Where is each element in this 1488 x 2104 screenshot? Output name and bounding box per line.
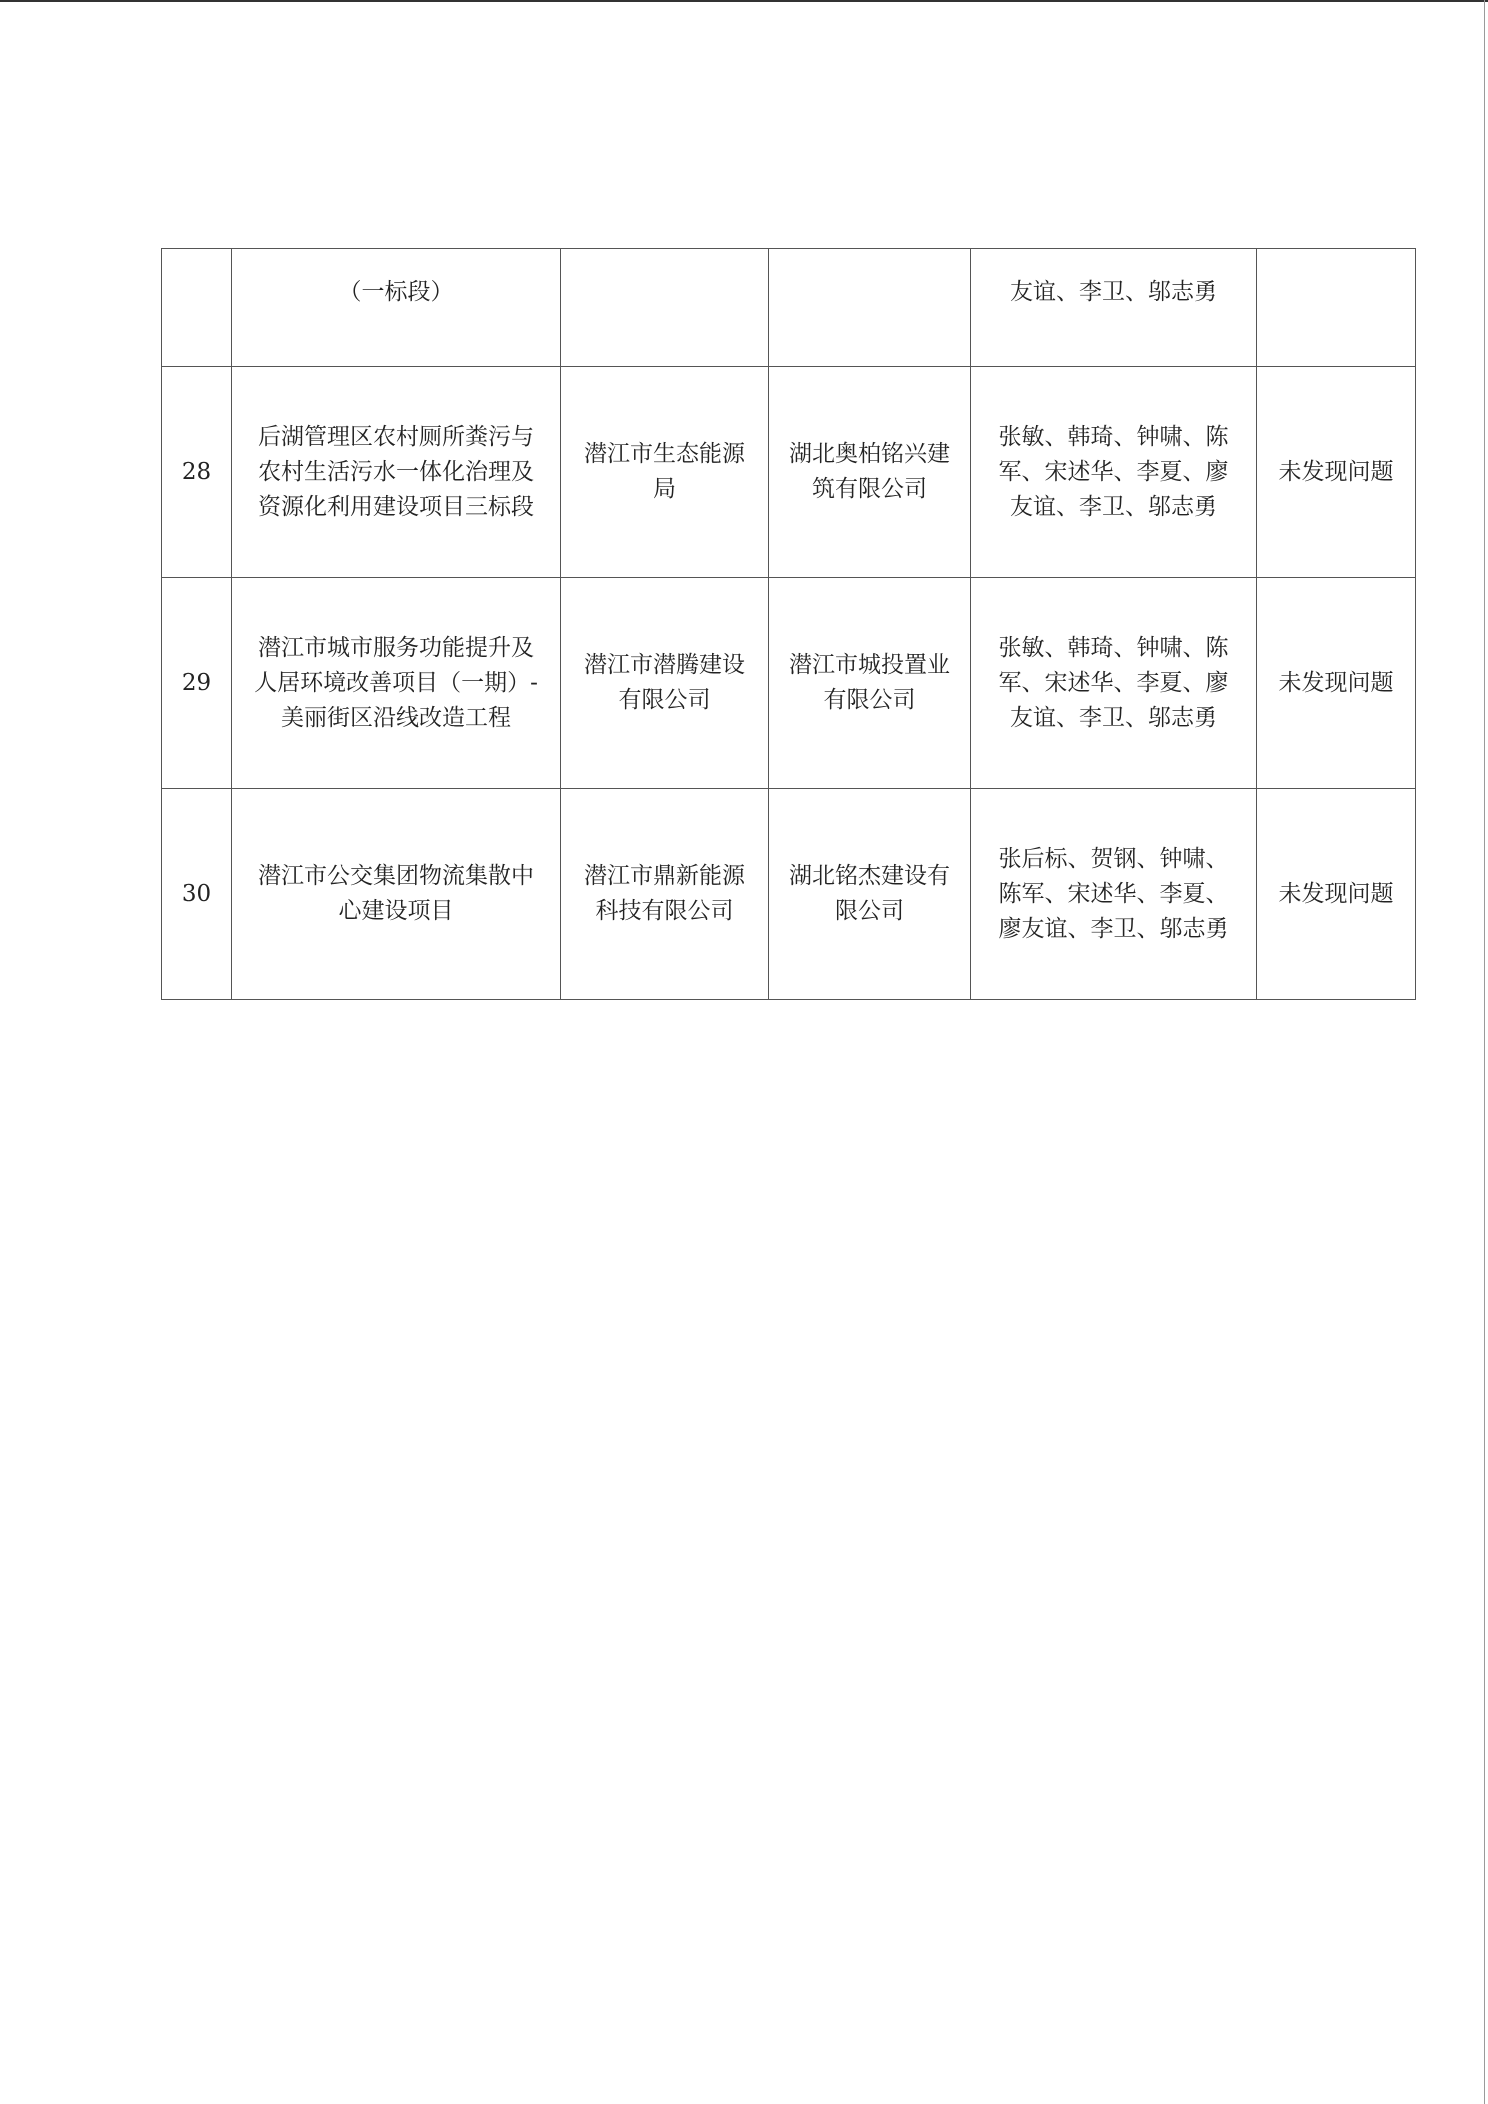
project-name-line: 资源化利用建设项目三标段: [258, 493, 534, 520]
table-row: [162, 789, 1416, 1000]
owner-unit-line: 科技有限公司: [595, 898, 734, 924]
result-cell: [1257, 789, 1416, 1000]
result-text: 未发现问题: [1278, 880, 1394, 907]
inspector-names-line: 廖友谊、李卫、邬志勇: [998, 915, 1229, 942]
contractor-unit-line: 潜江市城投置业: [789, 652, 950, 678]
inspector-names-line: 张敏、韩琦、钟啸、陈: [998, 423, 1229, 450]
owner-unit-cell: [561, 789, 769, 1000]
owner-unit-line: 有限公司: [618, 687, 711, 713]
project-name-cell: [232, 578, 561, 789]
page-top-border: [0, 0, 1488, 2]
row-number: 28: [181, 458, 212, 485]
inspector-names-cell: [971, 789, 1257, 1000]
project-name-line: 心建设项目: [338, 898, 454, 924]
contractor-unit-line: 限公司: [835, 898, 904, 924]
owner-unit-line: 局: [653, 476, 676, 502]
row-number-cell: [162, 789, 232, 1000]
project-name-line: 美丽街区沿线改造工程: [281, 704, 511, 731]
page-right-border: [1484, 0, 1485, 2104]
inspector-names-line: 友谊、李卫、邬志勇: [1010, 704, 1217, 731]
inspector-names-cell: [971, 367, 1257, 578]
project-name-line: 潜江市公交集团物流集散中: [258, 863, 534, 889]
contractor-unit-cell: [769, 249, 971, 367]
project-name-line: 农村生活污水一体化治理及: [258, 458, 534, 485]
inspector-names-line: 军、宋述华、李夏、廖: [998, 669, 1229, 696]
result-text: 未发现问题: [1278, 458, 1394, 485]
owner-unit-line: 潜江市鼎新能源: [584, 863, 745, 889]
contractor-unit-cell: [769, 367, 971, 578]
owner-unit-cell: [561, 367, 769, 578]
inspector-names-line: 张后标、贺钢、钟啸、: [998, 845, 1229, 872]
contractor-unit-line: 有限公司: [823, 687, 916, 713]
table-row: [162, 249, 1416, 367]
contractor-unit-line: 湖北奥柏铭兴建: [789, 441, 950, 467]
row-number: 29: [181, 669, 212, 696]
inspector-names-line: 友谊、李卫、邬志勇: [1010, 493, 1217, 520]
inspection-table-body: [162, 249, 1416, 1000]
owner-unit-cell: [561, 578, 769, 789]
row-number-cell: [162, 578, 232, 789]
row-number-cell: [162, 249, 232, 367]
result-cell: [1257, 249, 1416, 367]
result-cell: [1257, 367, 1416, 578]
contractor-unit-line: 筑有限公司: [812, 476, 927, 502]
project-name-line: 后湖管理区农村厕所粪污与: [258, 423, 534, 450]
project-name-cell: [232, 367, 561, 578]
row-number: 30: [181, 880, 212, 907]
result-text: 未发现问题: [1278, 669, 1394, 696]
table-row: [162, 367, 1416, 578]
project-name-line: （一标段）: [338, 279, 454, 305]
owner-unit-line: 潜江市生态能源: [584, 441, 745, 467]
contractor-unit-cell: [769, 789, 971, 1000]
inspector-names-cell: [971, 249, 1257, 367]
inspector-names-line: 军、宋述华、李夏、廖: [998, 458, 1229, 485]
owner-unit-line: 潜江市潜腾建设: [584, 652, 745, 678]
result-cell: [1257, 578, 1416, 789]
project-name-line: 潜江市城市服务功能提升及: [258, 634, 534, 661]
project-name-cell: [232, 789, 561, 1000]
owner-unit-cell: [561, 249, 769, 367]
table-row: [162, 578, 1416, 789]
inspector-names-line: 张敏、韩琦、钟啸、陈: [998, 634, 1229, 661]
inspector-names-line: 友谊、李卫、邬志勇: [1010, 279, 1217, 305]
inspector-names-line: 陈军、宋述华、李夏、: [998, 880, 1229, 907]
inspector-names-cell: [971, 578, 1257, 789]
row-number-cell: [162, 367, 232, 578]
project-name-cell: [232, 249, 561, 367]
inspection-table: [161, 248, 1416, 1000]
contractor-unit-cell: [769, 578, 971, 789]
contractor-unit-line: 湖北铭杰建设有: [789, 863, 950, 889]
project-name-line: 人居环境改善项目（一期）-: [254, 669, 538, 696]
